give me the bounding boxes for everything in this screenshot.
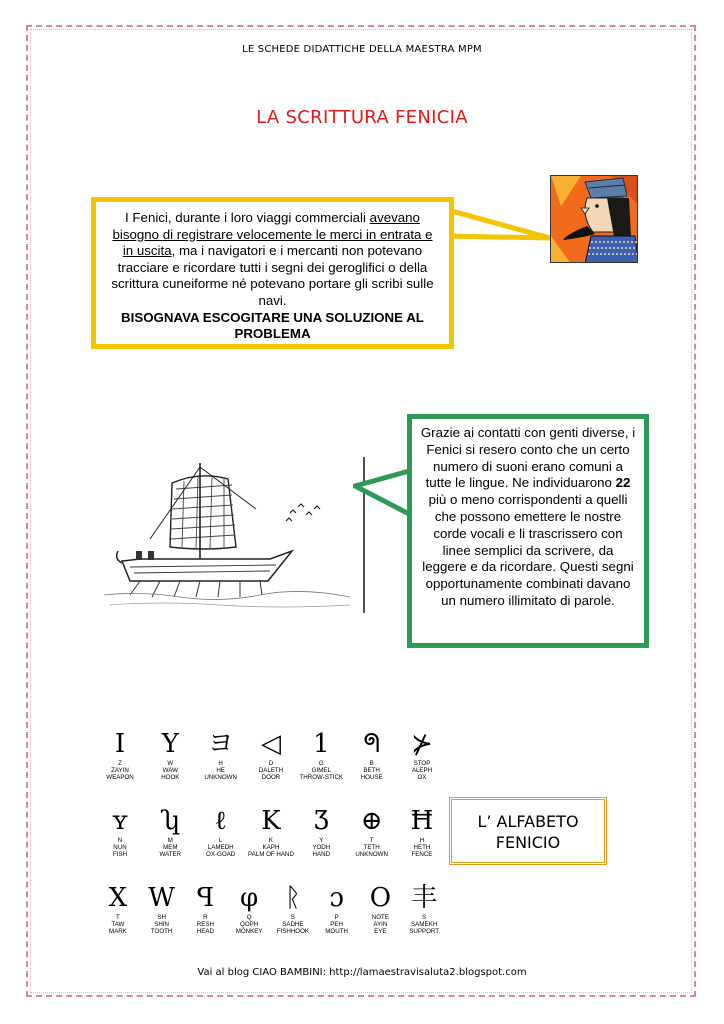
letter-glyph: ᚱ [285, 883, 301, 913]
letter-glyph: 1 [313, 729, 330, 759]
letter-cell [96, 728, 144, 781]
letter-name: ALEPH [411, 767, 433, 774]
letter-cell [197, 728, 245, 781]
letter-glyph: Ʒ [313, 806, 329, 836]
alphabet-label-line2: FENICIO [495, 833, 561, 852]
letter-glyph: K [261, 806, 281, 836]
letter-meaning: HAND [312, 851, 331, 858]
letter-name: PEH [330, 921, 343, 928]
letter-sound: B [369, 760, 374, 767]
footer-blog-link[interactable]: Vai al blog CIAO BAMBINI: http://lamaestravisaluta2.blogspot.com [197, 967, 527, 978]
letter-cell [398, 728, 446, 781]
letter-sound: P [334, 914, 339, 921]
letter-sound: T [369, 837, 374, 844]
letter-meaning: FISHHOOK [276, 928, 310, 935]
phoenician-portrait-image [550, 175, 638, 263]
yellow-box-bold: BISOGNAVA ESCOGITARE UNA SOLUZIONE AL PROBLEMA [121, 309, 424, 342]
letter-sound: L [218, 837, 223, 844]
letter-meaning: HOOK [161, 774, 180, 781]
letter-meaning: HOUSE [360, 774, 383, 781]
letter-name: WAW [162, 767, 178, 774]
letter-meaning: SUPPORT [409, 928, 440, 935]
letter-name: RESH [196, 921, 214, 928]
letter-meaning: MONKEY [235, 928, 263, 935]
letter-cell [398, 805, 446, 858]
letter-sound: SH [157, 914, 166, 921]
letter-name: DALETH [258, 767, 284, 774]
letter-glyph: ꟼ [196, 883, 215, 913]
letter-name: BETH [363, 767, 380, 774]
alphabet-row-1 [96, 728, 446, 781]
letter-cell [297, 805, 345, 858]
letter-sound: T [115, 914, 120, 921]
letter-meaning: FISH [112, 851, 128, 858]
letter-sound: S [290, 914, 295, 921]
letter-glyph: 丰 [411, 883, 438, 913]
letter-cell [271, 882, 315, 935]
page-title: LA SCRITTURA FENICIA [256, 107, 468, 128]
letter-name: KAPH [262, 844, 280, 851]
letter-meaning: PALM OF HAND [248, 851, 294, 858]
letter-meaning: TOOTH [150, 928, 173, 935]
letter-name: TETH [363, 844, 380, 851]
letter-sound: Z [118, 760, 122, 767]
letter-cell [96, 805, 144, 858]
green-box-text-1: Grazie ai contatti con genti diverse, i Fenici si resero conto che un certo numero di suoni erano comuni a tutte le lingue. Ne individuarono [420, 425, 636, 491]
letter-glyph: ᖗ [363, 729, 381, 759]
letter-name: MEM [163, 844, 178, 851]
yellow-box-underlined: avevano bisogno di registrare velocemente le merci in entrata e in uscita [112, 210, 433, 259]
letter-meaning: UNKNOWN [355, 851, 388, 858]
letter-cell [184, 882, 228, 935]
letter-cell [227, 882, 271, 935]
letter-name: QOPH [240, 921, 259, 928]
yellow-text-box [91, 197, 454, 349]
letter-glyph: Y [161, 729, 179, 759]
letter-name: HETH [413, 844, 431, 851]
letter-glyph: ⊕ [360, 806, 383, 836]
letter-sound: W [167, 760, 174, 767]
letter-cell [140, 882, 184, 935]
letter-meaning: THROW-STICK [299, 774, 344, 781]
letter-name: SHIN [154, 921, 170, 928]
alphabet-row-3 [96, 882, 446, 935]
letter-sound: K [268, 837, 274, 844]
letter-cell [247, 728, 295, 781]
letter-cell [359, 882, 403, 935]
letter-meaning: OX [417, 774, 427, 781]
letter-glyph: ɔ [329, 883, 344, 913]
letter-sound: N [117, 837, 123, 844]
letter-name: LAMEDH [207, 844, 234, 851]
letter-sound: NOTE [371, 914, 389, 921]
letter-meaning: MOUTH [325, 928, 348, 935]
letter-meaning: WATER [159, 851, 182, 858]
letter-name: YODH [312, 844, 331, 851]
letter-sound: Q [246, 914, 252, 921]
letter-name: SADHE [282, 921, 304, 928]
phoenician-ship-illustration [100, 455, 370, 625]
letter-cell [348, 728, 396, 781]
letter-cell [402, 882, 446, 935]
letter-cell [348, 805, 396, 858]
letter-glyph: ʏ [111, 806, 129, 836]
letter-sound: G [318, 760, 324, 767]
letter-sound: H [419, 837, 425, 844]
letter-cell [96, 882, 140, 935]
letter-sound: Y [319, 837, 324, 844]
letter-sound: M [167, 837, 173, 844]
green-box-text-2: più o meno corrispondenti a quelli che possono emettere le nostre corde vocali e li trascrissero con linee semplici da scrivere, da leggere e da ricordare. Questi segni opportunamente combinati davano un numero illimitato di parole. [422, 492, 634, 608]
letter-glyph: ℓ [214, 806, 227, 836]
letter-sound: H [218, 760, 223, 767]
letter-name: AYIN [373, 921, 388, 928]
letter-meaning: UNKNOWN [204, 774, 237, 781]
yellow-speech-tail [448, 206, 558, 246]
letter-glyph: ⊁ [411, 729, 433, 759]
letter-cell [146, 728, 194, 781]
letter-name: TAW [111, 921, 125, 928]
letter-glyph: I [114, 729, 126, 759]
letter-sound: S [422, 914, 427, 921]
letter-sound: D [268, 760, 274, 767]
letter-name: HE [216, 767, 225, 774]
letter-glyph: W [148, 883, 175, 913]
letter-glyph: ◁ [260, 729, 281, 759]
header-text: LE SCHEDE DIDATTICHE DELLA MAESTRA MPM [242, 44, 482, 55]
letter-cell [247, 805, 295, 858]
letter-glyph: ʮ [160, 806, 181, 836]
alphabet-label-box [449, 797, 607, 865]
letter-meaning: EYE [374, 928, 387, 935]
letter-meaning: DOOR [261, 774, 281, 781]
letter-glyph: ヨ [207, 729, 234, 759]
phoenician-alphabet-table [96, 728, 446, 959]
letter-cell [297, 728, 345, 781]
letter-glyph: X [108, 883, 128, 913]
green-box-number: 22 [615, 475, 631, 491]
letter-cell [146, 805, 194, 858]
letter-meaning: MARK [108, 928, 127, 935]
letter-cell [197, 805, 245, 858]
letter-meaning: FENCE [411, 851, 433, 858]
alphabet-label-line1: L’ ALFABETO [477, 812, 579, 831]
yellow-box-text-2: , ma i navigatori e i mercanti non potevano tracciare e ricordare tutti i segni dei geroglifici o della scrittura cuneiforme né potevano portare gli scribi sulle navi. [111, 243, 434, 308]
green-text-box [407, 414, 649, 648]
letter-meaning: HEAD [196, 928, 214, 935]
letter-glyph: Ħ [410, 806, 434, 836]
letter-name: NUN [113, 844, 127, 851]
letter-sound: STOP [413, 760, 431, 767]
letter-glyph: O [369, 883, 392, 913]
yellow-box-text-1: I Fenici, durante i loro viaggi commerciali [125, 210, 370, 225]
letter-name: SAMEKH [411, 921, 438, 928]
green-speech-tail [353, 452, 415, 532]
letter-sound: R [203, 914, 208, 921]
letter-name: GIMEL [311, 767, 331, 774]
letter-cell [315, 882, 359, 935]
letter-glyph: φ [240, 883, 259, 913]
letter-meaning: OX-GOAD [206, 851, 236, 858]
letter-meaning: WEAPON [106, 774, 134, 781]
alphabet-row-2 [96, 805, 446, 858]
letter-name: ZAYIN [111, 767, 129, 774]
